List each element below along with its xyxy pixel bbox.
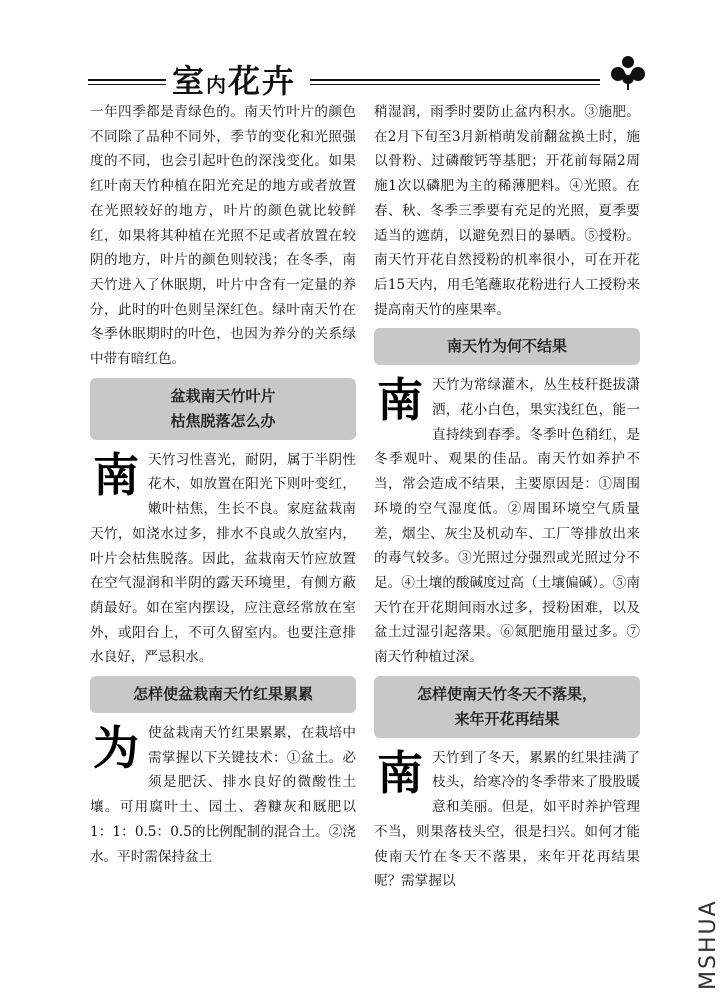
section-title: 室内花卉 [172,62,297,100]
left-intro-paragraph: 一年四季都是青绿色的。南天竹叶片的颜色不同除了品种不同外，季节的变化和光照强度的不同，也会引起叶色的深浅变化。如果红叶南天竹种植在阳光充足的地方或者放置在光照较好的地方，叶片的颜色就比较鲜红，如果将其种植在光照不足或者放置在较阴的地方，叶片的颜色则较浅；在冬季，南天竹进入了休眠期，叶片中含有一定量的养分，此时的叶色则呈深红色。绿叶南天竹在冬季休眠期时的叶色，也因为养分的关系绿中带有暗红色。 [90,104,356,368]
masthead-rule-left-thin [88,84,166,85]
masthead-rule-left [88,79,166,81]
right-column [374,100,640,894]
leaf-scorch-paragraph: 南 天竹习性喜光，耐阴，属于半阴性花木，如放置在阳光下则叶变红，嫩叶枯焦，生长不良。家庭盆栽南天竹，如浇水过多，排水不良或久放室内，叶片会枯焦脱落。因此，盆栽南天竹应放置在空气湿润和半阴的露天环境里，有侧方蔽荫最好。如在室内摆设，应注意经常放在室外，或阳台上，不可久留室内。也要注意排水良好，严忌积水。 [90,447,356,666]
winter-fruit-paragraph: 南 天竹到了冬天，累累的红果挂满了枝头，给寒冷的冬季带来了股股暖意和美丽。但是，如平时养护管理不当，则果落枝头空，很是扫兴。如何才能使南天竹在冬天不落果，来年开花再结果呢？需掌握以 [374,745,640,890]
drop-cap: 为 [93,721,139,776]
right-intro-paragraph: 稍湿润，雨季时要防止盆内积水。③施肥。在2月下旬至3月新梢萌发前翻盆换土时，施以骨粉、过磷酸钙等基肥；开花前每隔2周施1次以磷肥为主的稀薄肥料。④光照。在春、秋、冬季三季要有充足的光照，夏季要适当的遮荫，以避免烈日的暴晒。⑤授粉。南天竹开花自然授粉的机率很小，可在开花后15天内，用毛笔蘸取花粉进行人工授粉来提高南天竹的座果率。 [374,104,640,318]
drop-cap: 南 [377,373,423,428]
left-column [90,100,356,869]
drop-cap: 南 [93,447,139,502]
watermark: MSHUA [696,899,721,990]
heading-no-fruit: 南天竹为何不结果 [374,328,640,365]
flower-ornament-icon [608,52,648,92]
masthead-rule-right-thin [310,84,600,85]
red-fruit-paragraph: 为 使盆栽南天竹红果累累，在栽培中需掌握以下关键技术：①盆土。必须是肥沃、排水良好的微酸性土壤。可用腐叶土、园土、砻糠灰和厩肥以1：1：0.5：0.5的比例配制的混合土。②浇水。平时需保持盆土 [90,721,356,865]
masthead [88,52,648,102]
heading-red-fruit: 怎样使盆栽南天竹红果累累 [90,676,356,713]
heading-winter-fruit: 怎样使南天竹冬天不落果， 来年开花再结果 [374,676,640,738]
no-fruit-paragraph: 南 天竹为常绿灌木，丛生枝秆挺拔潇洒，花小白色，果实浅红色，能一直持续到春季。冬季叶色稍红，是冬季观叶、观果的佳品。南天竹如养护不当，常会造成不结果，主要原因是：①周围环境的空气湿度低。②周围环境空气质量差，烟尘、灰尘及机动车、工厂等排放出来的毒气较多。③光照过分强烈或光照过分不足。④土壤的酸碱度过高（土壤偏碱）。⑤南天竹在开花期间雨水过多，授粉困难，以及盆土过湿引起落果。⑥氮肥施用量过多。⑦南天竹种植过深。 [374,373,640,666]
drop-cap: 南 [377,745,423,800]
heading-leaf-scorch: 盆栽南天竹叶片 枯焦脱落怎么办 [90,378,356,440]
masthead-rule-right [310,79,600,81]
